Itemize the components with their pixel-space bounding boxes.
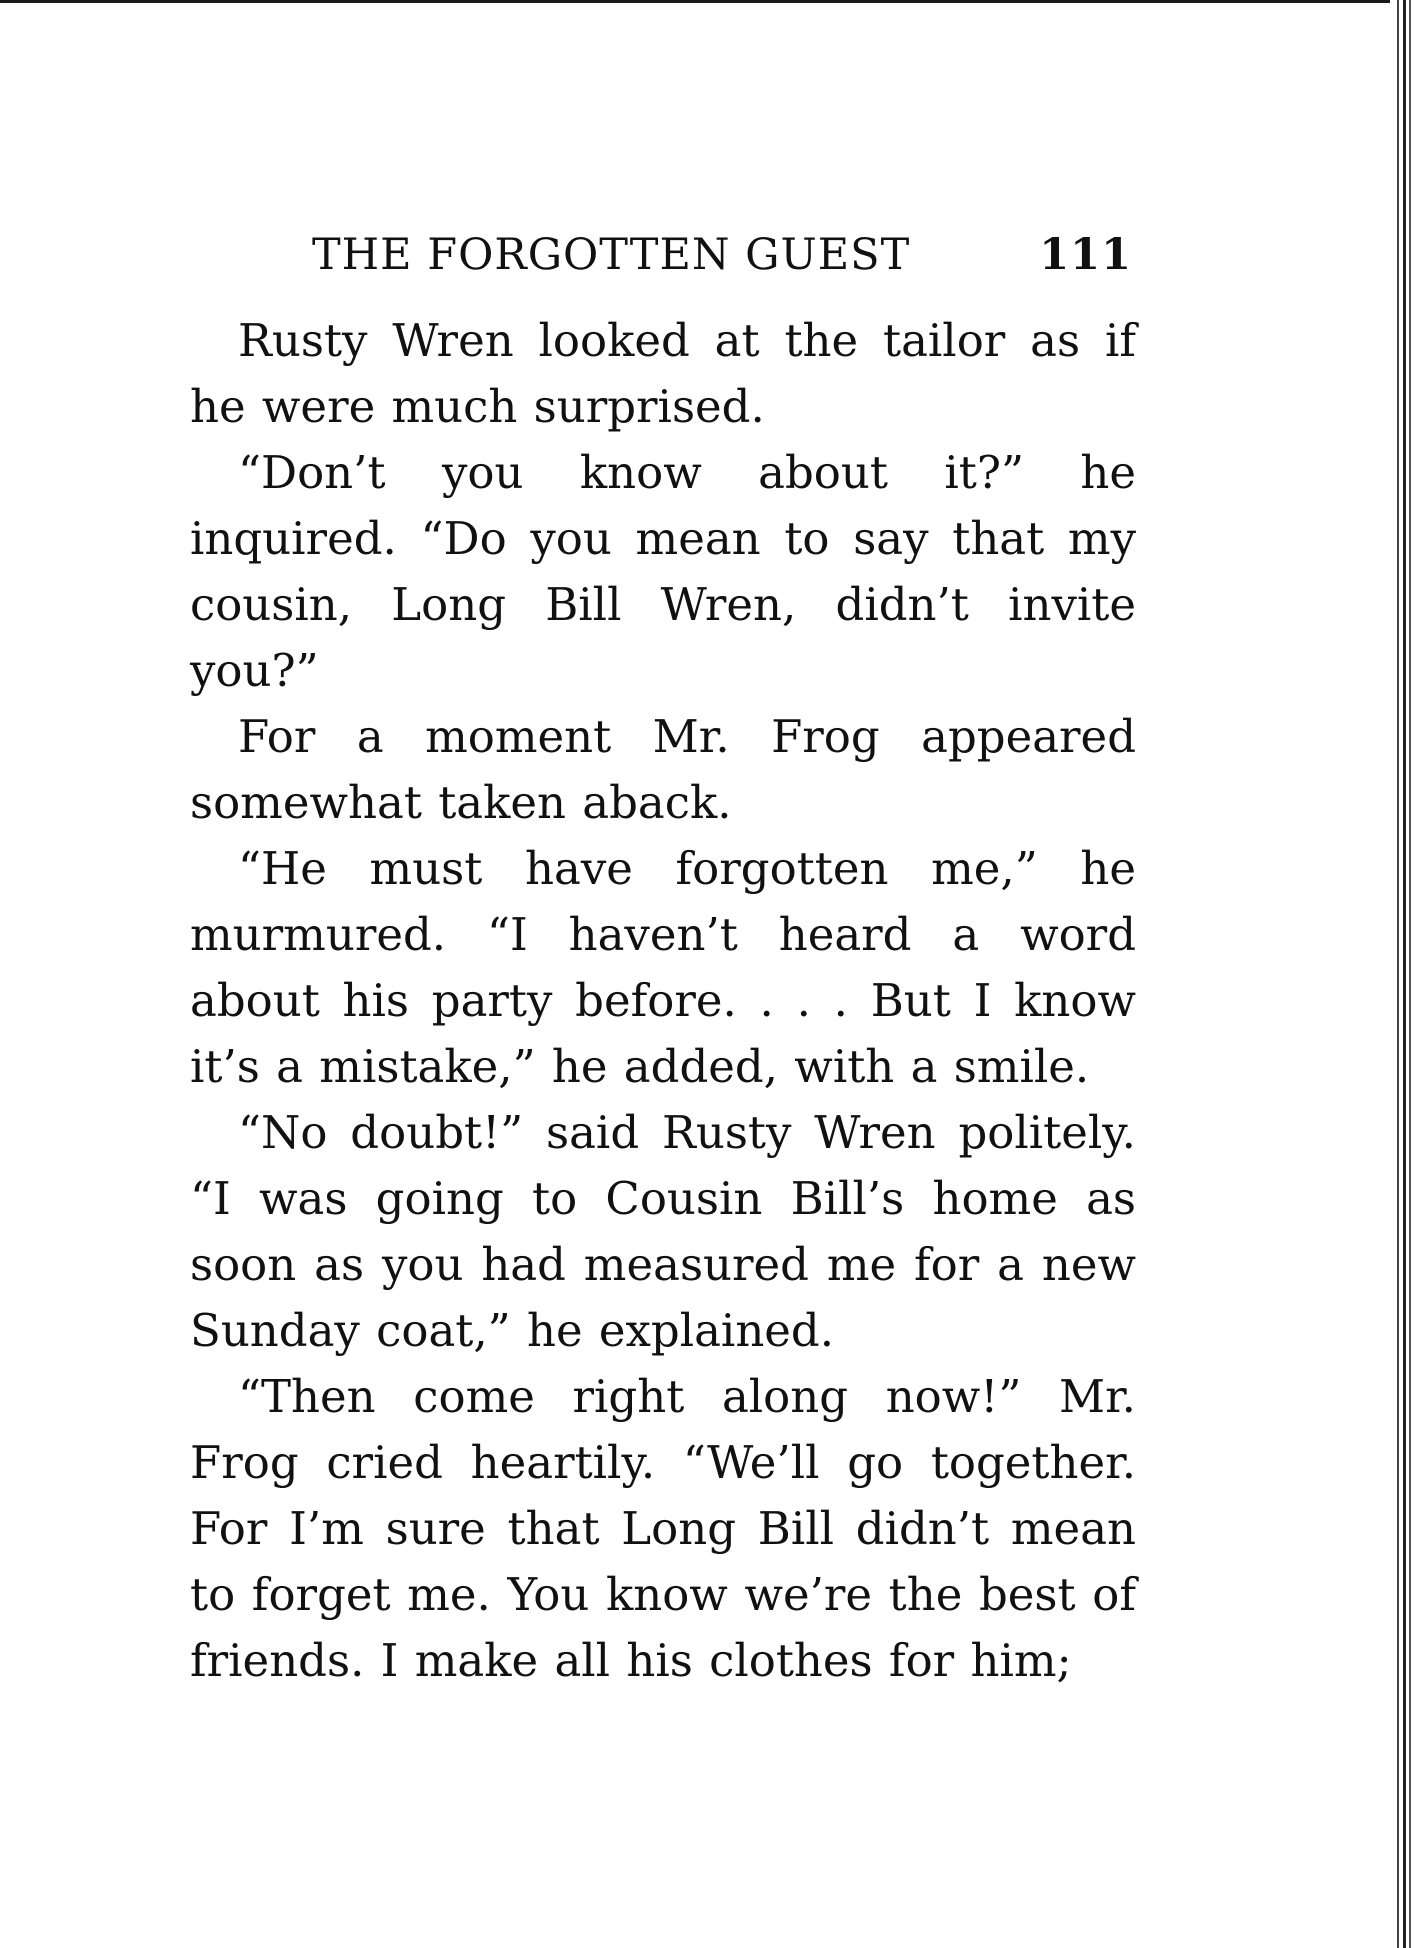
edge-line [1403,0,1406,1948]
paragraph: For a moment Mr. Frog appeared somewhat taken aback. [190,710,1136,829]
edge-line [1409,0,1411,1948]
paragraph: “He must have forgotten me,” he murmured. “I haven’t heard a word about his party before. . . . But I know it’s a mistake,” he added, with a smile. [190,842,1136,1093]
running-title: THE FORGOTTEN GUEST [312,230,911,280]
body-text [190,308,1136,1694]
edge-line [1397,0,1399,1948]
paragraph: “Then come right along now!” Mr. Frog cried heartily. “We’ll go together. For I’m sure that Long Bill didn’t mean to forget me. You know we’re the best of friends. I make all his clothes for him; [190,1370,1136,1687]
page-number: 111 [1039,230,1132,280]
running-head [190,218,1136,292]
page-edge-lines [1387,0,1415,1948]
paragraph: “No doubt!” said Rusty Wren politely. “I was going to Cousin Bill’s home as soon as you had measured me for a new Sunday coat,” he explained. [190,1106,1136,1357]
book-page [190,218,1136,1694]
top-edge-rule [0,0,1390,3]
paragraph: “Don’t you know about it?” he inquired. “Do you mean to say that my cousin, Long Bill Wren, didn’t invite you?” [190,446,1136,697]
paragraph: Rusty Wren looked at the tailor as if he were much surprised. [190,314,1136,433]
